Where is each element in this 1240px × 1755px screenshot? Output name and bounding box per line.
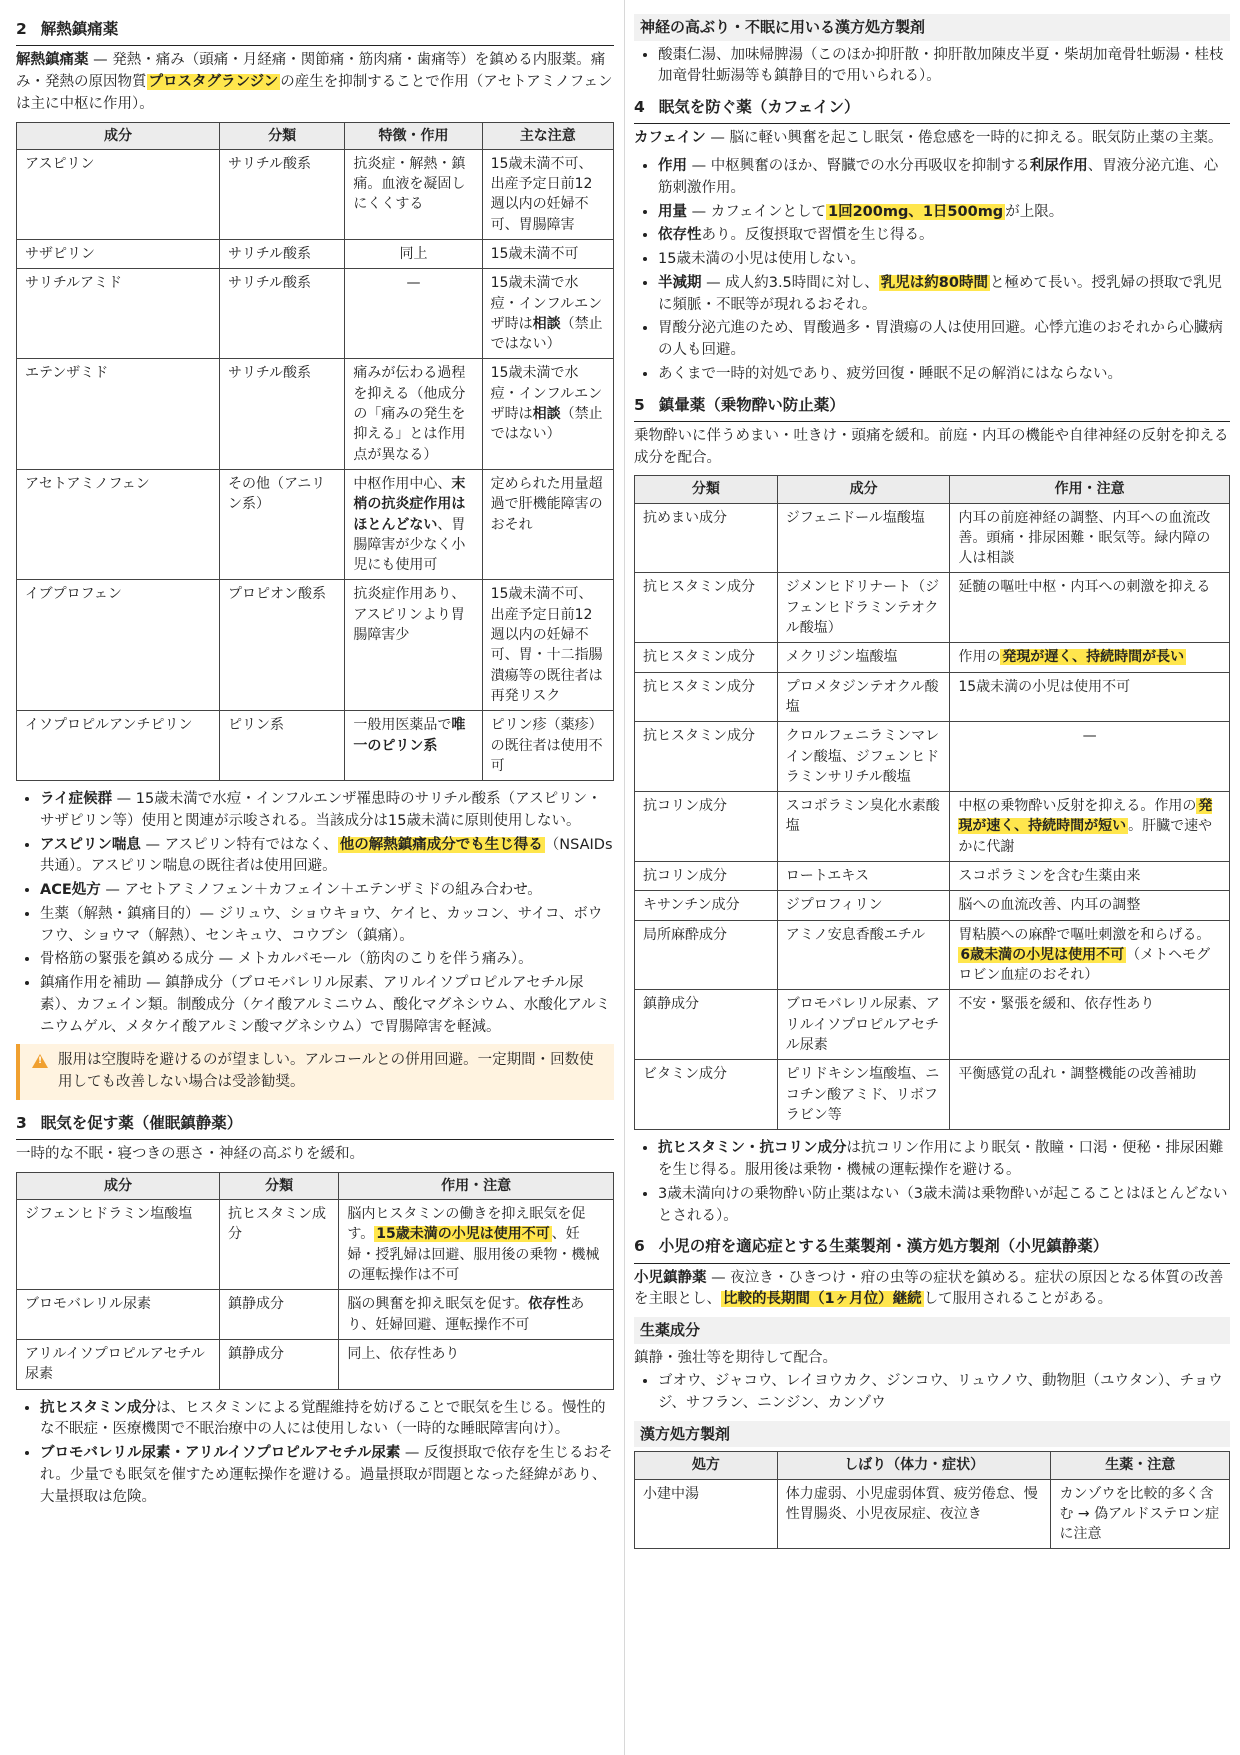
table-row: アセトアミノフェン その他（アニリン系） 中枢作用中心、末梢の抗炎症作用はほとんどない、胃腸障害が少なく小児にも使用可 定められた用量超過で肝機能障害のおそれ bbox=[17, 469, 614, 579]
section-2-heading: 2 解熱鎮痛薬 bbox=[16, 16, 614, 46]
list-item: • 酸棗仁湯、加味帰脾湯（このほか抑肝散・抑肝散加陳皮半夏・柴胡加竜骨牡蛎湯・桂枝加竜骨牡蛎湯等も鎮静目的で用いられる）。 bbox=[658, 45, 1230, 89]
table-header: 成分 bbox=[17, 1172, 220, 1199]
section-2-intro: 解熱鎮痛薬 — 発熱・痛み（頭痛・月経痛・関節痛・筋肉痛・歯痛等）を鎮める内服薬。痛み・発熱の原因物質 プロスタグランジン の産生を抑制することで作用（アセトアミノフェンは主に中枢に作用）。 bbox=[16, 52, 613, 112]
kampo-nerves-heading: 神経の高ぶり・不眠に用いる漢方処方製剤 bbox=[634, 14, 1230, 41]
table-header: 成分 bbox=[17, 122, 220, 149]
table-row: 小建中湯 体力虚弱、小児虚弱体質、疲労倦怠、慢性胃腸炎、小児夜尿症、夜泣き カンゾウを比較的多く含む → 偽アルドステロン症に注意 bbox=[635, 1479, 1230, 1549]
table-row: 抗ヒスタミン成分 クロルフェニラミンマレイン酸塩、ジフェンヒドラミンサリチル酸塩 — bbox=[635, 722, 1230, 792]
list-item: • 3歳未満向けの乗物酔い防止薬はない（3歳未満は乗物酔いが起こることはほとんどないとされる）。 bbox=[658, 1184, 1230, 1228]
kampo-table bbox=[634, 1451, 1230, 1549]
list-item: • アスピリン喘息 — アスピリン特有ではなく、 他の解熱鎮痛成分でも生じ得る （NSAIDs共通）。アスピリン喘息の既往者は使用回避。 bbox=[40, 835, 614, 879]
list-item: • 依存性あり。反復摂取で習慣を生じ得る。 bbox=[658, 225, 1230, 247]
table-header: 処方 bbox=[635, 1452, 778, 1479]
table-header: 分類 bbox=[635, 476, 778, 503]
section-2-bullets bbox=[16, 789, 614, 1038]
section-6-intro: 小児鎮静薬 — 夜泣き・ひきつけ・疳の虫等の症状を鎮める。症状の原因となる体質の改善を主眼とし、 比較的長期間（1ヶ月位）継続 して服用されることがある。 bbox=[634, 1269, 1224, 1308]
list-item: • ゴオウ、ジャコウ、レイヨウカク、ジンコウ、リュウノウ、動物胆（ユウタン）、チョウジ、サフラン、ニンジン、カンゾウ bbox=[658, 1371, 1230, 1415]
table-header: しばり（体力・症状） bbox=[777, 1452, 1051, 1479]
section-5-heading: 5 鎮暈薬（乗物酔い防止薬） bbox=[634, 392, 1230, 422]
table-row: イブプロフェン プロピオン酸系 抗炎症作用あり、アスピリンより胃腸障害少 15歳未満不可、出産予定日前12週以内の妊婦不可、胃・十二指腸潰瘍等の既往者は再発リスク bbox=[17, 580, 614, 711]
table-row: サザピリン サリチル酸系 同上 15歳未満不可 bbox=[17, 239, 614, 268]
table-row: ブロモバレリル尿素 鎮静成分 脳の興奮を抑え眠気を促す。依存性あり、妊婦回避、運転操作不可 bbox=[17, 1290, 614, 1340]
list-item: • 作用 — 中枢興奮のほか、腎臓での水分再吸収を抑制する利尿作用、胃液分泌亢進、心筋刺激作用。 bbox=[658, 156, 1230, 200]
section-3-bullets bbox=[16, 1398, 614, 1509]
kampo-nerves-list bbox=[634, 45, 1230, 89]
table-header: 分類 bbox=[219, 1172, 338, 1199]
table-row: 抗ヒスタミン成分 プロメタジンテオクル酸塩 15歳未満の小児は使用不可 bbox=[635, 672, 1230, 722]
table-row: キサンチン成分 ジプロフィリン 脳への血流改善、内耳の調整 bbox=[635, 891, 1230, 920]
table-row: 抗ヒスタミン成分 ジメンヒドリナート（ジフェンヒドラミンテオクル酸塩） 延髄の嘔吐中枢・内耳への刺激を抑える bbox=[635, 573, 1230, 643]
crude-drug-list bbox=[634, 1371, 1230, 1415]
section-6-heading: 6 小児の疳を適応症とする生薬製剤・漢方処方製剤（小児鎮静薬） bbox=[634, 1233, 1230, 1263]
table-row: 抗コリン成分 スコポラミン臭化水素酸塩 中枢の乗物酔い反射を抑える。作用の 発現が速く、持続時間が短い 。肝臓で速やかに代謝 bbox=[635, 792, 1230, 862]
table-row: サリチルアミド サリチル酸系 — 15歳未満で水痘・インフルエンザ時は相談（禁止ではない） bbox=[17, 269, 614, 359]
list-item: • 用量 — カフェインとして 1回200mg、1日500mg が上限。 bbox=[658, 202, 1230, 224]
section-4-intro: カフェイン — 脳に軽い興奮を起こし眠気・倦怠感を一時的に抑える。眠気防止薬の主薬。 bbox=[634, 130, 1223, 147]
motion-sickness-table bbox=[634, 475, 1230, 1130]
right-column bbox=[634, 10, 1230, 1557]
crude-drug-heading: 生薬成分 bbox=[634, 1317, 1230, 1344]
table-row: 鎮静成分 ブロモバレリル尿素、アリルイソプロピルアセチル尿素 不安・緊張を緩和、依存性あり bbox=[635, 990, 1230, 1060]
section-4-heading: 4 眠気を防ぐ薬（カフェイン） bbox=[634, 94, 1230, 124]
table-row: 抗コリン成分 ロートエキス スコポラミンを含む生薬由来 bbox=[635, 862, 1230, 891]
list-item: • ライ症候群 — 15歳未満で水痘・インフルエンザ罹患時のサリチル酸系（アスピリン・サザピリン等）使用と関連が示唆される。当該成分は15歳未満に原則使用しない。 bbox=[40, 789, 614, 833]
table-row: エテンザミド サリチル酸系 痛みが伝わる過程を抑える（他成分の「痛みの発生を抑える」とは作用点が異なる） 15歳未満で水痘・インフルエンザ時は相談（禁止ではない） bbox=[17, 359, 614, 469]
left-column bbox=[16, 10, 614, 1514]
table-row: ジフェンヒドラミン塩酸塩 抗ヒスタミン成分 脳内ヒスタミンの働きを抑え眠気を促す。 15歳未満の小児は使用不可 、妊婦・授乳婦は回避、服用後の乗物・機械の運転操作は不可 bbox=[17, 1200, 614, 1290]
section-5-intro: 乗物酔いに伴うめまい・吐きけ・頭痛を緩和。前庭・内耳の機能や自律神経の反射を抑える成分を配合。 bbox=[634, 427, 1229, 466]
list-item: • あくまで一時的対処であり、疲労回復・睡眠不足の解消にはならない。 bbox=[658, 364, 1230, 386]
table-row: アスピリン サリチル酸系 抗炎症・解熱・鎮痛。血液を凝固しにくくする 15歳未満不可、出産予定日前12週以内の妊婦不可、胃腸障害 bbox=[17, 149, 614, 239]
section-5-bullets bbox=[634, 1138, 1230, 1227]
list-item: • 半減期 — 成人約3.5時間に対し、 乳児は約80時間 と極めて長い。授乳婦の摂取で乳児に頻脈・不眠等が現れるおそれ。 bbox=[658, 273, 1230, 317]
table-row: ビタミン成分 ピリドキシン塩酸塩、ニコチン酸アミド、リボフラビン等 平衡感覚の乱れ・調整機能の改善補助 bbox=[635, 1060, 1230, 1130]
table-row: 抗めまい成分 ジフェニドール塩酸塩 内耳の前庭神経の調整、内耳への血流改善。頭痛・排尿困難・眠気等。緑内障の人は相談 bbox=[635, 503, 1230, 573]
list-item: • 抗ヒスタミン・抗コリン成分は抗コリン作用により眠気・散瞳・口渇・便秘・排尿困難を生じ得る。服用後は乗物・機械の運転操作を避ける。 bbox=[658, 1138, 1230, 1182]
table-row: 局所麻酔成分 アミノ安息香酸エチル 胃粘膜への麻酔で嘔吐刺激を和らげる。6歳未満の小児は使用不可 （メトヘモグロビン血症のおそれ） bbox=[635, 920, 1230, 990]
table-header: 生薬・注意 bbox=[1051, 1452, 1230, 1479]
hypnotic-table bbox=[16, 1172, 614, 1390]
table-row: イソプロピルアンチピリン ピリン系 一般用医薬品で唯一のピリン系 ピリン疹（薬疹）の既往者は使用不可 bbox=[17, 711, 614, 781]
crude-drug-intro: 鎮静・強壮等を期待して配合。 bbox=[634, 1349, 837, 1366]
table-header: 特徴・作用 bbox=[345, 122, 482, 149]
table-header: 分類 bbox=[219, 122, 344, 149]
analgesic-table bbox=[16, 122, 614, 782]
list-item: • 胃酸分泌亢進のため、胃酸過多・胃潰瘍の人は使用回避。心悸亢進のおそれから心臓病の人も回避。 bbox=[658, 318, 1230, 362]
list-item: • 骨格筋の緊張を鎮める成分 — メトカルバモール（筋肉のこりを伴う痛み）。 bbox=[40, 949, 614, 971]
list-item: • 抗ヒスタミン成分は、ヒスタミンによる覚醒維持を妨げることで眠気を生じる。慢性的な不眠症・医療機関で不眠治療中の人には使用しない（一時的な睡眠障害向け）。 bbox=[40, 1398, 614, 1442]
list-item: • 鎮痛作用を補助 — 鎮静成分（ブロモバレリル尿素、アリルイソプロピルアセチル尿素）、カフェイン類。制酸成分（ケイ酸アルミニウム、酸化マグネシウム、水酸化アルミニウムゲル、メタケイ酸アルミン酸マグネシウム）で胃腸障害を軽減。 bbox=[40, 973, 614, 1038]
section-4-bullets bbox=[634, 156, 1230, 386]
table-header: 成分 bbox=[777, 476, 950, 503]
table-header: 作用・注意 bbox=[950, 476, 1230, 503]
list-item: • 生薬（解熱・鎮痛目的）— ジリュウ、ショウキョウ、ケイヒ、カッコン、サイコ、ボウフウ、ショウマ（解熱）、センキュウ、コウブシ（鎮痛）。 bbox=[40, 904, 614, 948]
column-divider bbox=[624, 0, 625, 1755]
table-row: 抗ヒスタミン成分 メクリジン塩酸塩 作用の 発現が遅く、持続時間が長い bbox=[635, 643, 1230, 672]
kampo-heading: 漢方処方製剤 bbox=[634, 1421, 1230, 1448]
list-item: • ブロモバレリル尿素・アリルイソプロピルアセチル尿素 — 反復摂取で依存を生じるおそれ。少量でも眠気を催すため運転操作を避ける。過量摂取が問題となった経緯があり、大量摂取は危険。 bbox=[40, 1443, 614, 1508]
section-3-intro: 一時的な不眠・寝つきの悪さ・神経の高ぶりを緩和。 bbox=[16, 1146, 364, 1163]
table-header: 主な注意 bbox=[482, 122, 613, 149]
list-item: • 15歳未満の小児は使用しない。 bbox=[658, 249, 1230, 271]
list-item: • ACE処方 — アセトアミノフェン＋カフェイン＋エテンザミドの組み合わせ。 bbox=[40, 880, 614, 902]
table-header: 作用・注意 bbox=[339, 1172, 614, 1199]
warning-icon: ! bbox=[32, 1054, 48, 1068]
section-3-heading: 3 眠気を促す薬（催眠鎮静薬） bbox=[16, 1110, 614, 1140]
table-row: アリルイソプロピルアセチル尿素 鎮静成分 同上、依存性あり bbox=[17, 1339, 614, 1389]
caution-note: ! 服用は空腹時を避けるのが望ましい。アルコールとの併用回避。一定期間・回数使用しても改善しない場合は受診勧奨。 bbox=[16, 1044, 614, 1100]
